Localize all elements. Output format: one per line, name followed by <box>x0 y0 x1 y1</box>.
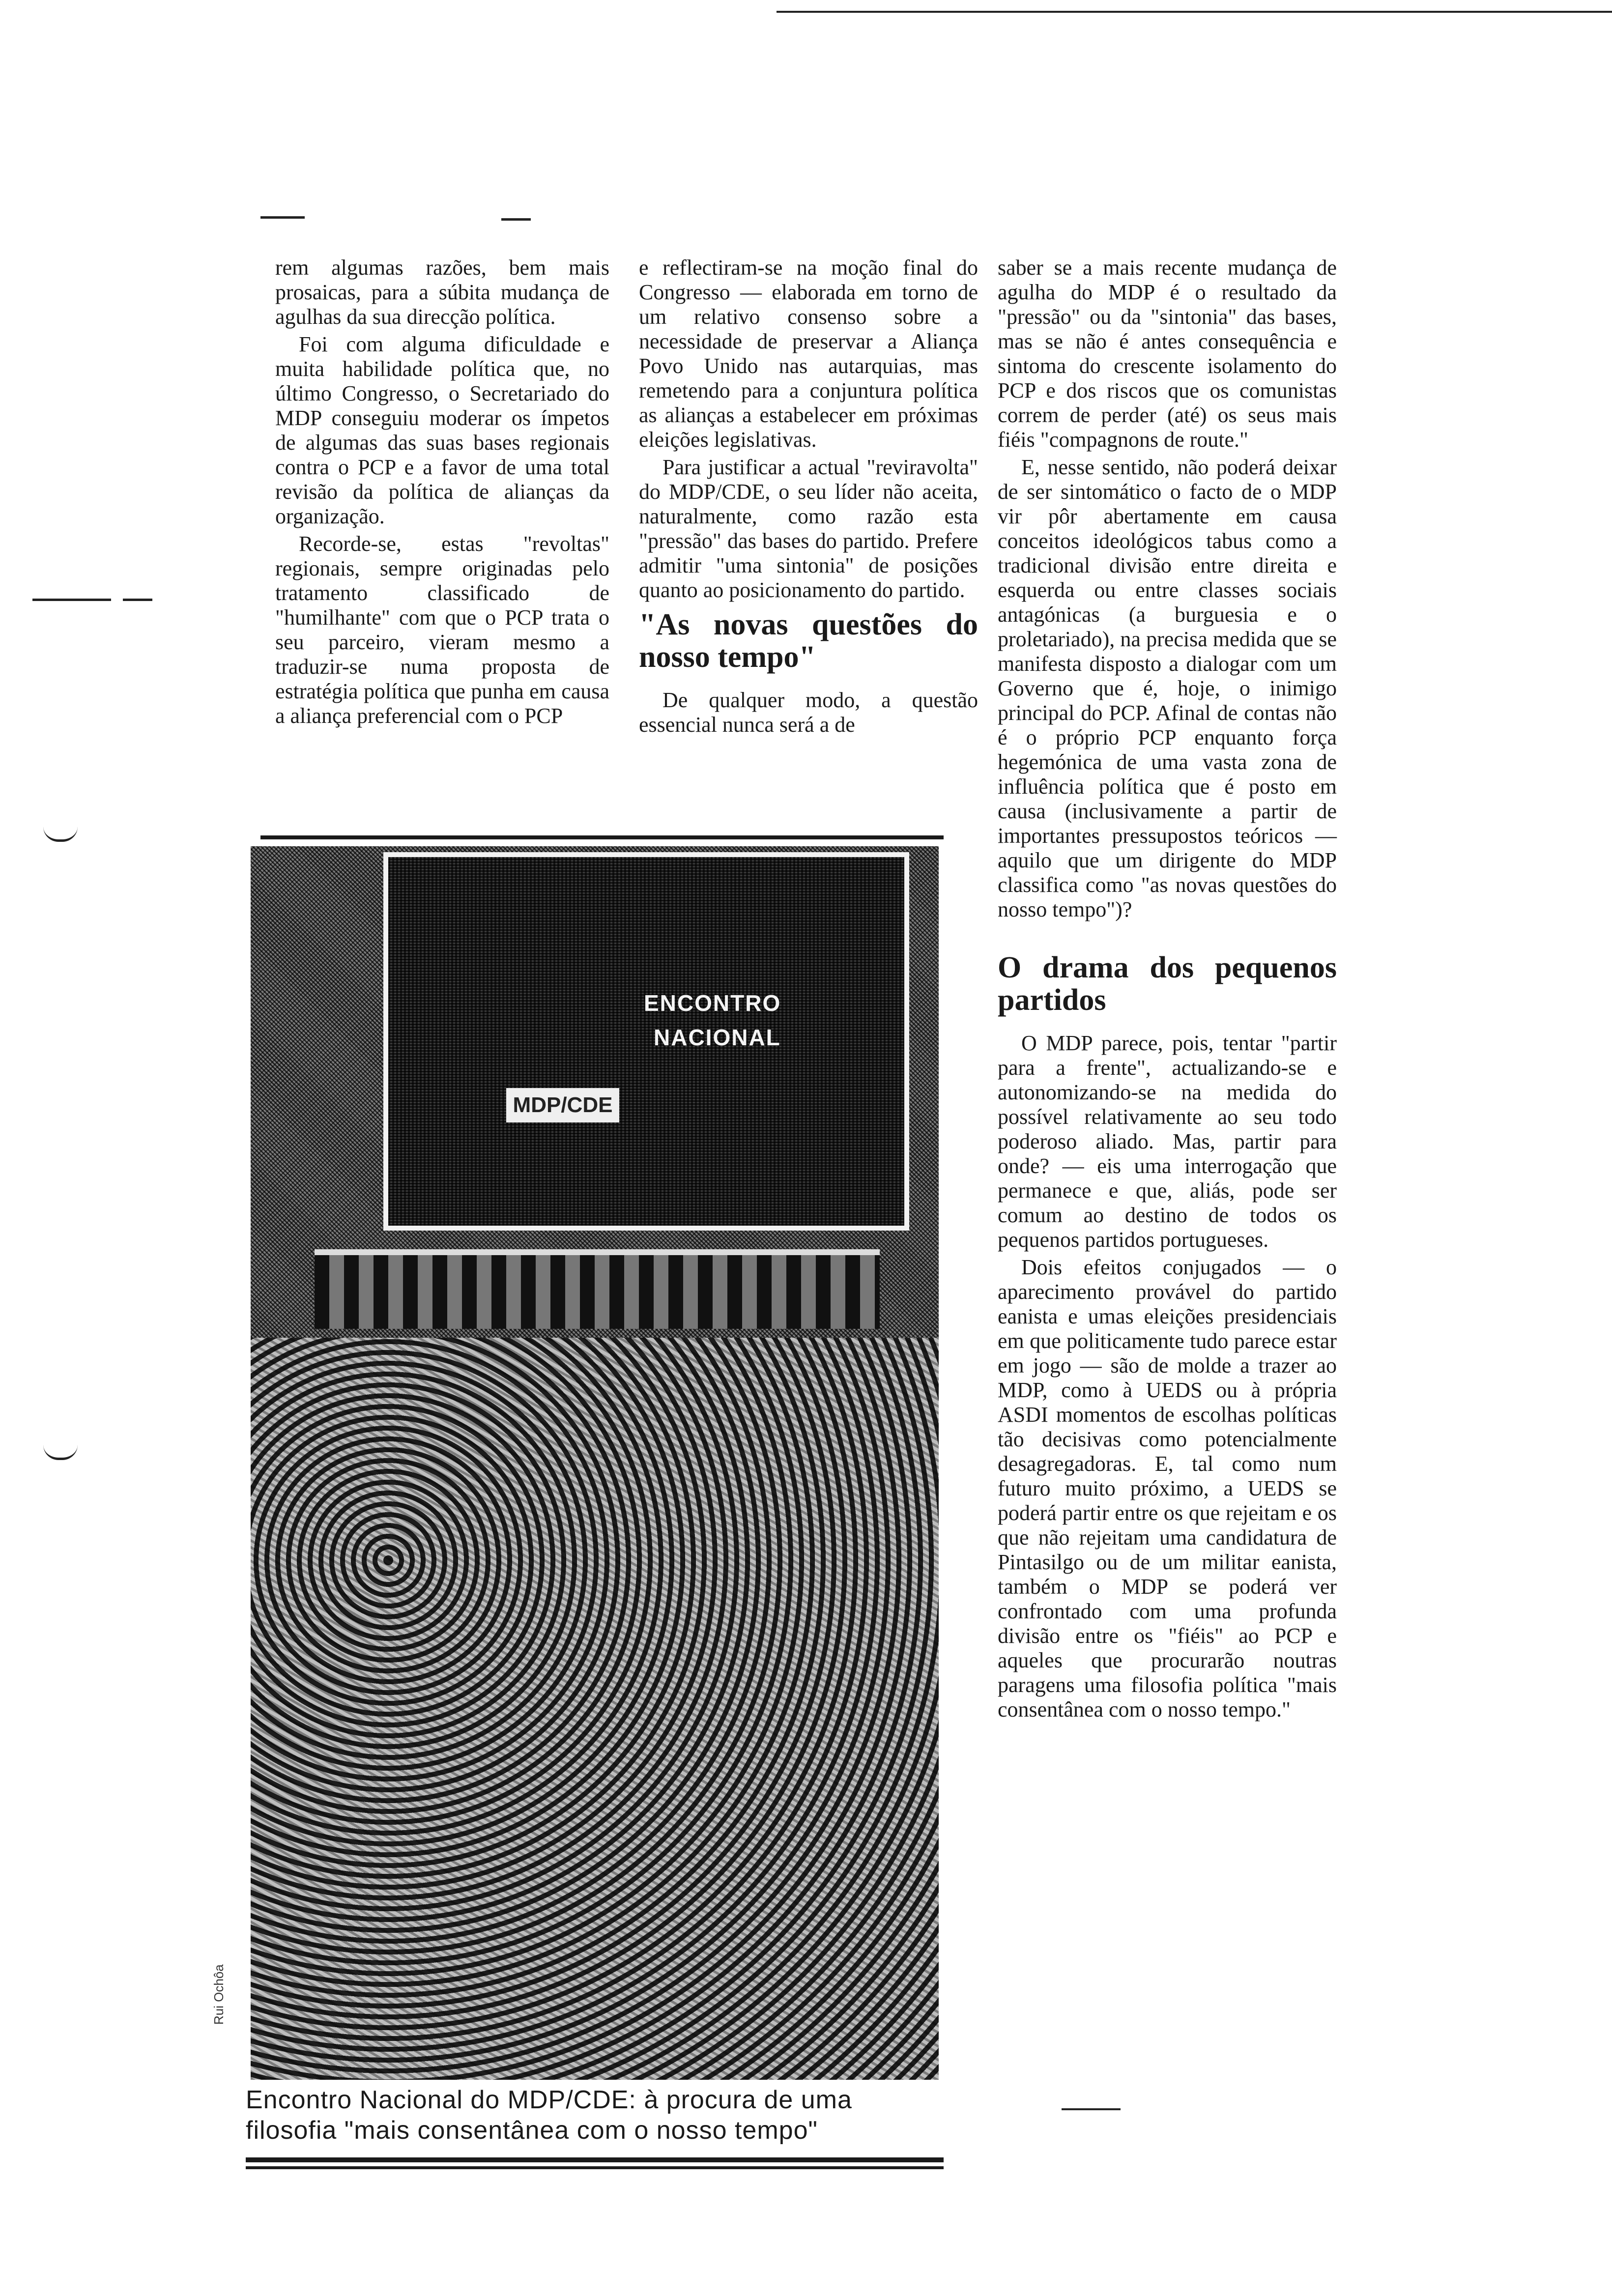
paragraph: saber se a mais recente mudança de agulha do MDP é o resultado da "pressão" ou da "sintonia" das bases, mas se não é antes consequência e sintoma do crescente isolamento do PCP e dos riscos que os comunistas correm de perder (até) os seus mais fiéis "compagnons de route." <box>998 256 1337 452</box>
top-dash-mid <box>501 218 531 221</box>
top-rule <box>777 11 1612 13</box>
photo-top-rule <box>260 835 944 839</box>
paragraph: De qualquer modo, a questão essencial nunca será a de <box>639 688 978 737</box>
photo-stage-table <box>315 1249 880 1329</box>
section-heading: O drama dos pequenos partidos <box>998 951 1337 1017</box>
top-dash-left <box>260 216 305 219</box>
bottom-dash <box>1062 2108 1121 2110</box>
left-margin-mark <box>43 827 78 842</box>
photo-credit: Rui Ochôa <box>211 1964 226 2025</box>
news-photo <box>251 846 939 2080</box>
paragraph: Recorde-se, estas "revoltas" regionais, sempre originadas pelo tratamento classificado de "humilhante" com que o PCP trata o seu parceiro, vieram mesmo a traduzir-se numa proposta de estratégia política que punha em causa a aliança preferencial com o PCP <box>275 532 609 728</box>
screen-text-line-1: ENCONTRO <box>644 990 781 1016</box>
screen-text-line-2: NACIONAL <box>654 1025 781 1050</box>
paragraph: rem algumas razões, bem mais prosaicas, para a súbita mudança de agulhas da sua direcção política. <box>275 256 609 329</box>
paragraph: Foi com alguma dificuldade e muita habilidade política que, no último Congresso, o Secretariado do MDP conseguiu moderar os ímpetos de algumas das suas bases regionais contra o PCP e a favor de uma total revisão da política de alianças da organização. <box>275 332 609 528</box>
paragraph: E, nesse sentido, não poderá deixar de ser sintomático o facto de o MDP vir pôr abertamente em causa conceitos ideológicos tabus como a tradicional divisão entre direita e esquerda ou entre classes sociais antagónicas (a burguesia e o proletariado), na precisa medida que se manifesta disposto a dialogar com um Governo que é, hoje, o inimigo principal do PCP. Afinal de contas não é o próprio PCP enquanto força hegemónica de uma vasta zona de influência política que é posto em causa (inclusivamente a partir de importantes pressupostos teóricos — aquilo que um dirigente do MDP classifica como "as novas questões do nosso tempo")? <box>998 455 1337 921</box>
article-column-3 <box>998 256 1337 1722</box>
left-margin-dash <box>32 599 111 601</box>
paragraph: Dois efeitos conjugados — o aparecimento provável do partido eanista e umas eleições presidenciais em que politicamente tudo parece estar em jogo — são de molde a trazer ao MDP, como à UEDS ou à própria ASDI momentos de escolhas políticas tão decisivas como potencialmente desagregadoras. E, tal como num futuro muito próximo, a UEDS se poderá partir entre os que rejeitam e os que não rejeitam uma candidatura de Pintasilgo ou de um militar eanista, também o MDP se poderá ver confrontado com uma profunda divisão entre os "fiéis" ao PCP e aqueles que procurarão noutras paragens uma filosofia política "mais consentânea com o nosso tempo." <box>998 1255 1337 1722</box>
article-column-1 <box>275 256 609 728</box>
section-heading: "As novas questões do nosso tempo" <box>639 608 978 674</box>
caption-rule-2 <box>246 2166 944 2169</box>
paragraph: O MDP parece, pois, tentar "partir para a frente", actualizando-se e autonomizando-se na medida do possível relativamente ao seu todo poderoso aliado. Mas, partir para onde? — eis uma interrogação que permanece e que, aliás, pode ser comum ao destino de todos os pequenos partidos portugueses. <box>998 1031 1337 1252</box>
left-margin-dash-2 <box>123 599 152 601</box>
photo-stage-screen <box>383 852 909 1231</box>
photo-audience <box>251 1338 939 2080</box>
paragraph: e reflectiram-se na moção final do Congresso — elaborada em torno de um relativo consenso sobre a necessidade de preservar a Aliança Povo Unido nas autarquias, mas remetendo para a conjuntura política as alianças a estabelecer em próximas eleições legislativas. <box>639 256 978 452</box>
photo-caption: Encontro Nacional do MDP/CDE: à procura de uma filosofia "mais consentânea com o nosso tempo" <box>246 2086 852 2145</box>
screen-badge: MDP/CDE <box>506 1088 619 1122</box>
left-margin-mark-2 <box>43 1445 78 1460</box>
article-column-2 <box>639 256 978 737</box>
caption-rule-1 <box>246 2157 944 2162</box>
paragraph: Para justificar a actual "reviravolta" do MDP/CDE, o seu líder não aceita, naturalmente, como razão esta "pressão" das bases do partido. Prefere admitir "uma sintonia" de posições quanto ao posicionamento do partido. <box>639 455 978 602</box>
